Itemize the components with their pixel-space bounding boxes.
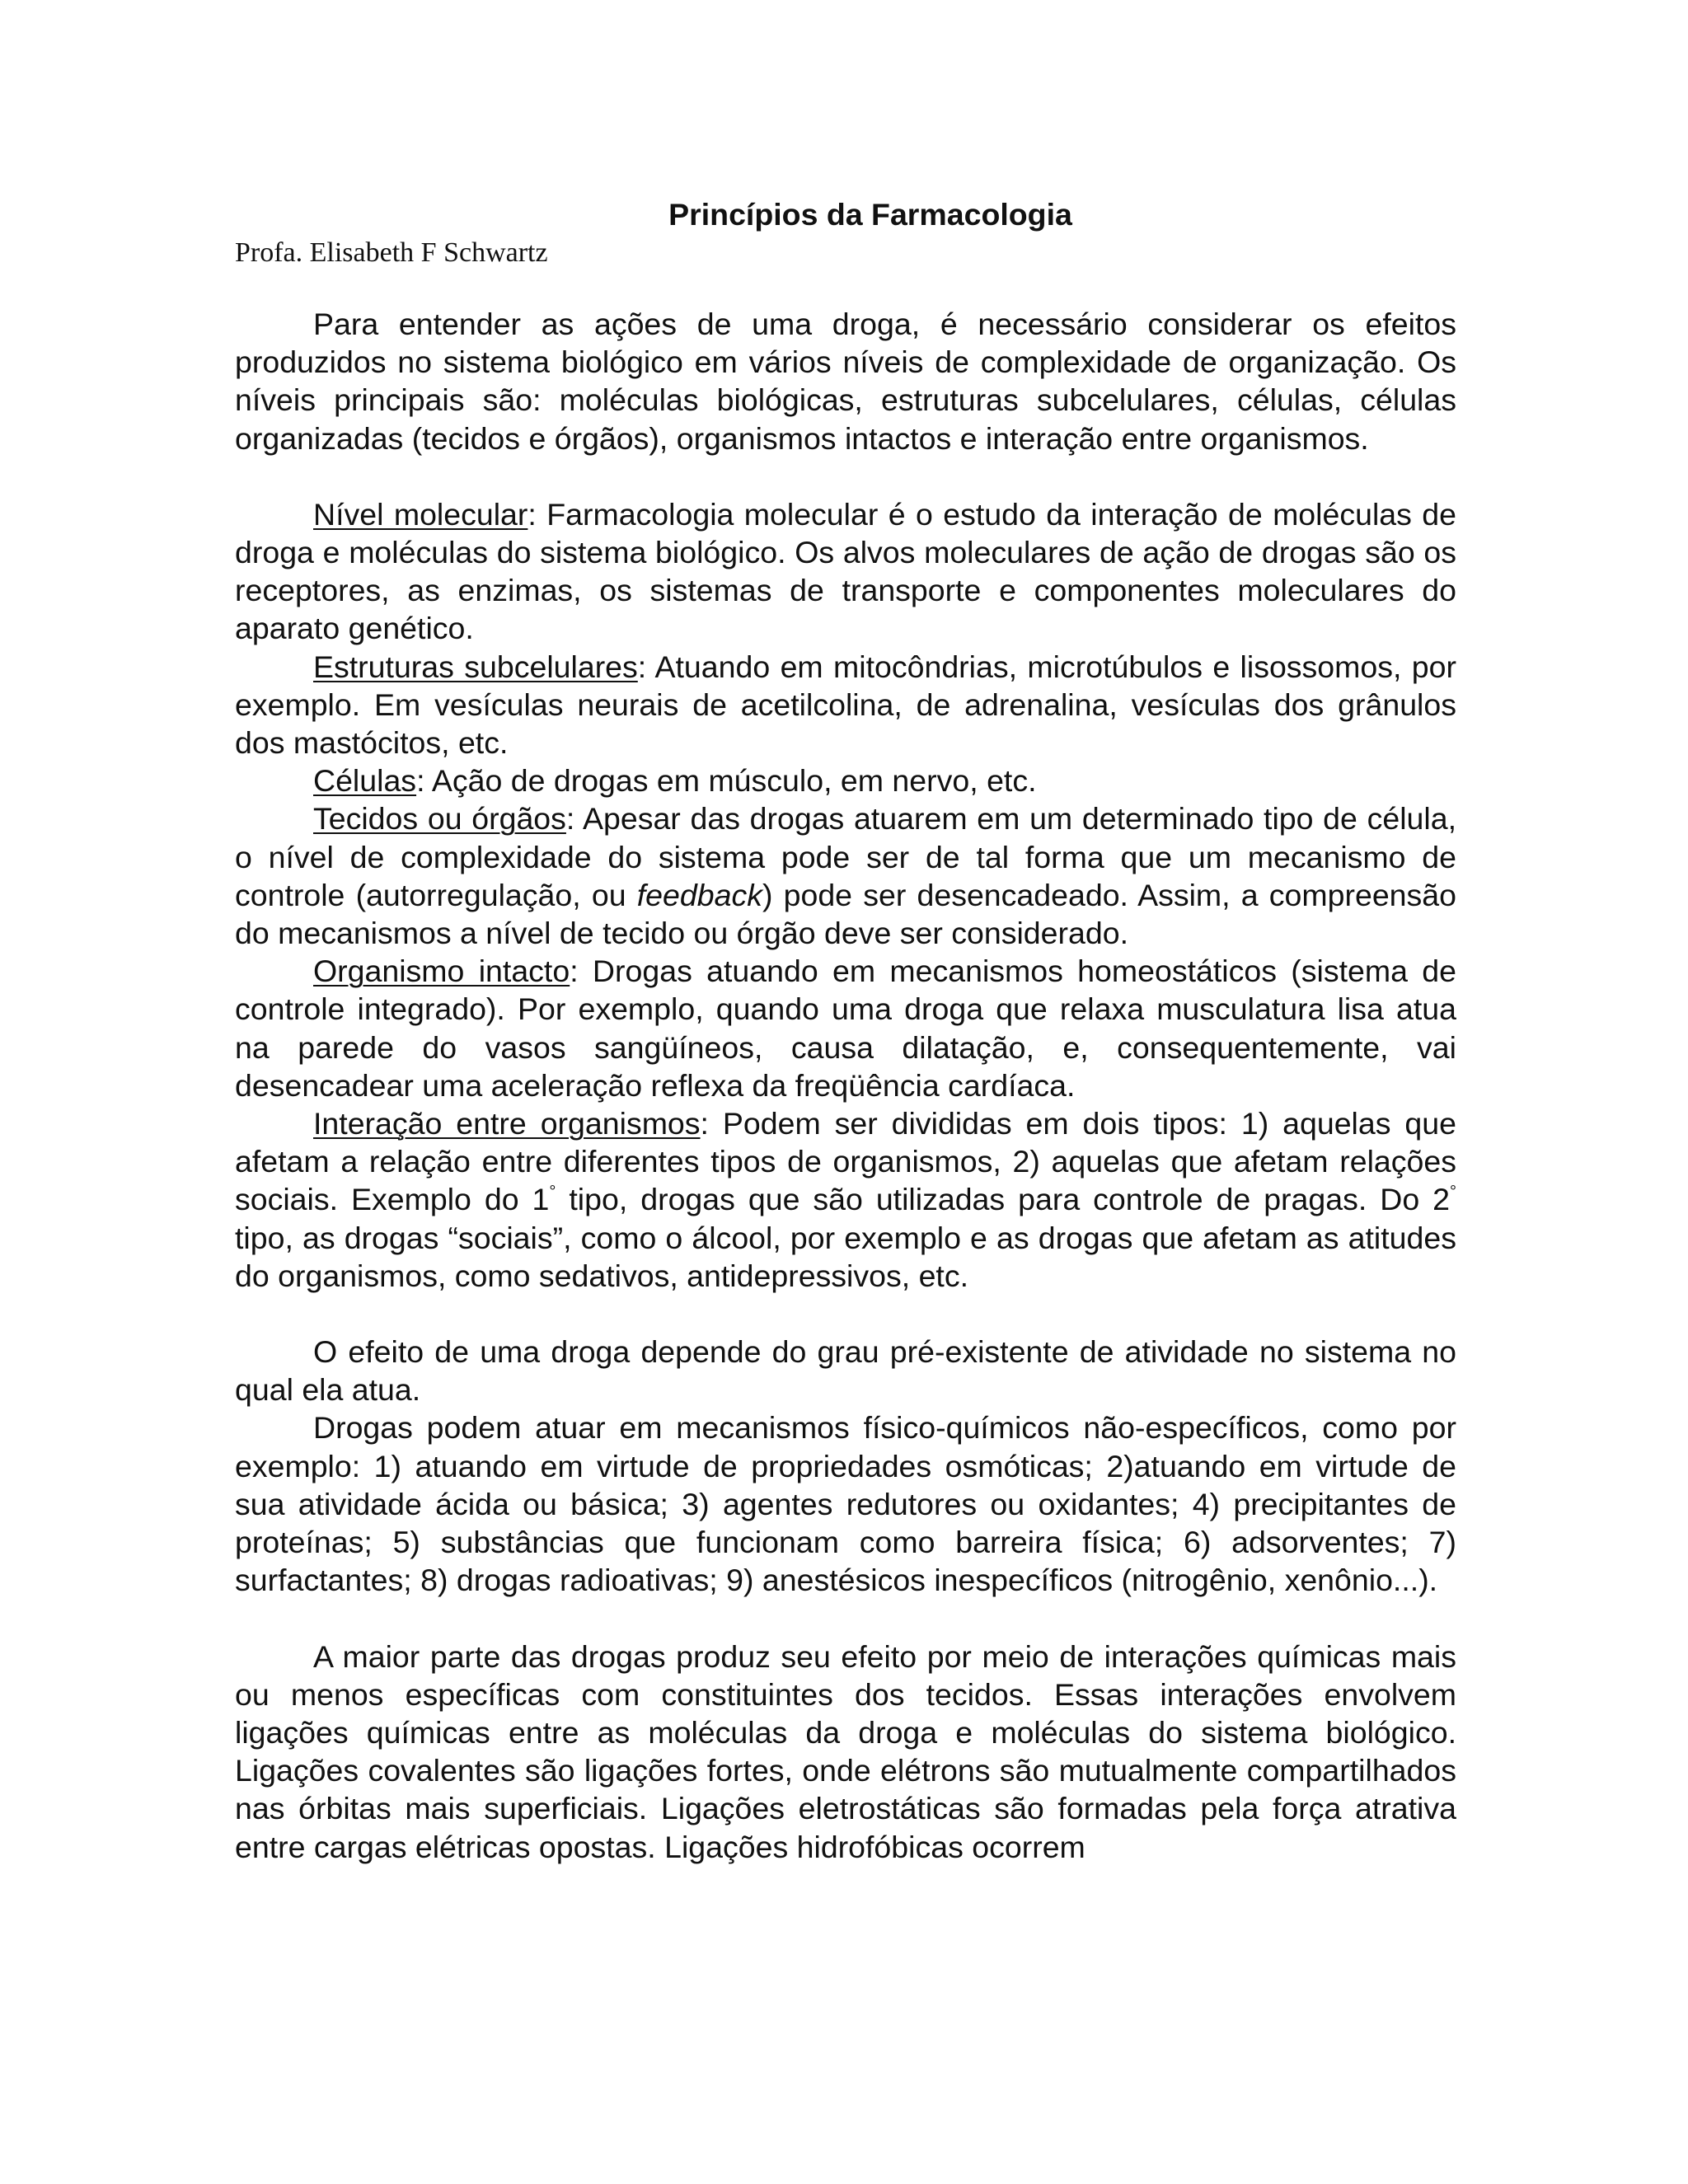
level-cells-text: : Ação de drogas em músculo, em nervo, etc. xyxy=(416,763,1037,799)
interactions-paragraph: A maior parte das drogas produz seu efeito por meio de interações químicas mais ou menos específicas com constituintes dos tecidos. Essas interações envolvem ligações químicas entre as moléculas da droga e moléculas do sistema biológico. Ligações covalentes são ligações fortes, onde elétrons são mutualmente compartilhados nas órbitas mais superficiais. Ligações eletrostáticas são formadas pela força atrativa entre cargas elétricas opostas. Ligações hidrofóbicas ocorrem xyxy=(235,1638,1456,1864)
level-tissues-term: Tecidos ou órgãos xyxy=(313,801,566,837)
level-molecular-text: : Farmacologia molecular é o estudo da interação de moléculas de droga e moléculas do sistema biológico. Os alvos moleculares de ação de drogas são os receptores, as enzimas, os sistemas de transporte e componentes moleculares do aparato genético. xyxy=(235,496,1456,646)
author-line: Profa. Elisabeth F Schwartz xyxy=(235,237,548,268)
level-organism-paragraph xyxy=(235,952,1456,1104)
level-subcellular-text: : Atuando em mitocôndrias, microtúbulos e lisossomos, por exemplo. Em vesículas neurais de acetilcolina, de adrenalina, vesículas dos grânulos dos mastócitos, etc. xyxy=(235,649,1456,761)
level-interaction-text-c: tipo, as drogas “sociais”, como o álcool, por exemplo e as drogas que afetam as atitudes do organismos, como sedativos, antidepressivos, etc. xyxy=(235,1220,1456,1293)
level-tissues-text-b: ) pode ser desencadeado. Assim, a compreensão do mecanismos a nível de tecido ou órgão deve ser considerado. xyxy=(235,877,1456,951)
level-molecular-term: Nível molecular xyxy=(313,496,528,532)
level-interaction-paragraph xyxy=(235,1104,1456,1295)
level-interaction-sup-2: ° xyxy=(1450,1183,1457,1202)
document-title: Princípios da Farmacologia xyxy=(668,197,1072,232)
level-tissues-paragraph xyxy=(235,799,1456,952)
level-tissues-italic: feedback xyxy=(636,877,762,912)
level-interaction-text-a: : Podem ser divididas em dois tipos: 1) aquelas que afetam a relação entre diferentes tipos de organismos, 2) aquelas que afetam relações sociais. Exemplo do 1 xyxy=(235,1106,1456,1217)
paragraph-spacer xyxy=(235,1600,1456,1638)
intro-paragraph: Para entender as ações de uma droga, é necessário considerar os efeitos produzidos no sistema biológico em vários níveis de complexidade de organização. Os níveis principais são: moléculas biológicas, estruturas subcelulares, células, células organizadas (tecidos e órgãos), organismos intactos e interação entre organismos. xyxy=(235,307,1456,456)
level-interaction-sup-1: ° xyxy=(549,1183,556,1202)
level-subcellular-paragraph xyxy=(235,648,1456,762)
level-tissues-text-a: : Apesar das drogas atuarem em um determinado tipo de célula, o nível de complexidade do sistema pode ser de tal forma que um mecanismo de controle (autorregulação, ou xyxy=(235,801,1456,912)
level-interaction-term: Interação entre organismos xyxy=(313,1106,701,1141)
level-organism-text: : Drogas atuando em mecanismos homeostáticos (sistema de controle integrado). Por exemplo, quando uma droga que relaxa musculatura lisa atua na parede do vasos sangüíneos, causa dilatação, e, consequentemente, vai desencadear uma aceleração reflexa da freqüência cardíaca. xyxy=(235,954,1456,1103)
level-subcellular-term: Estruturas subcelulares xyxy=(313,649,638,684)
level-cells-paragraph xyxy=(235,762,1456,799)
level-interaction-text-b: tipo, drogas que são utilizadas para controle de pragas. Do 2 xyxy=(556,1182,1451,1217)
nonspecific-paragraph: Drogas podem atuar em mecanismos físico-químicos não-específicos, como por exemplo: 1) atuando em virtude de propriedades osmóticas; 2)atuando em virtude de sua atividade ácida ou básica; 3) agentes redutores ou oxidantes; 4) precipitantes de proteínas; 5) substâncias que funcionam como barreira física; 6) adsorventes; 7) surfactantes; 8) drogas radioativas; 9) anestésicos inespecíficos (nitrogênio, xenônio...). xyxy=(235,1410,1456,1598)
paragraph-spacer xyxy=(235,1295,1456,1333)
level-molecular-paragraph xyxy=(235,495,1456,648)
level-cells-term: Células xyxy=(313,763,417,799)
effect-paragraph: O efeito de uma droga depende do grau pré-existente de atividade no sistema no qual ela atua. xyxy=(235,1334,1456,1408)
document-page xyxy=(235,191,1456,1866)
level-organism-term: Organismo intacto xyxy=(313,954,570,989)
paragraph-spacer xyxy=(235,457,1456,495)
